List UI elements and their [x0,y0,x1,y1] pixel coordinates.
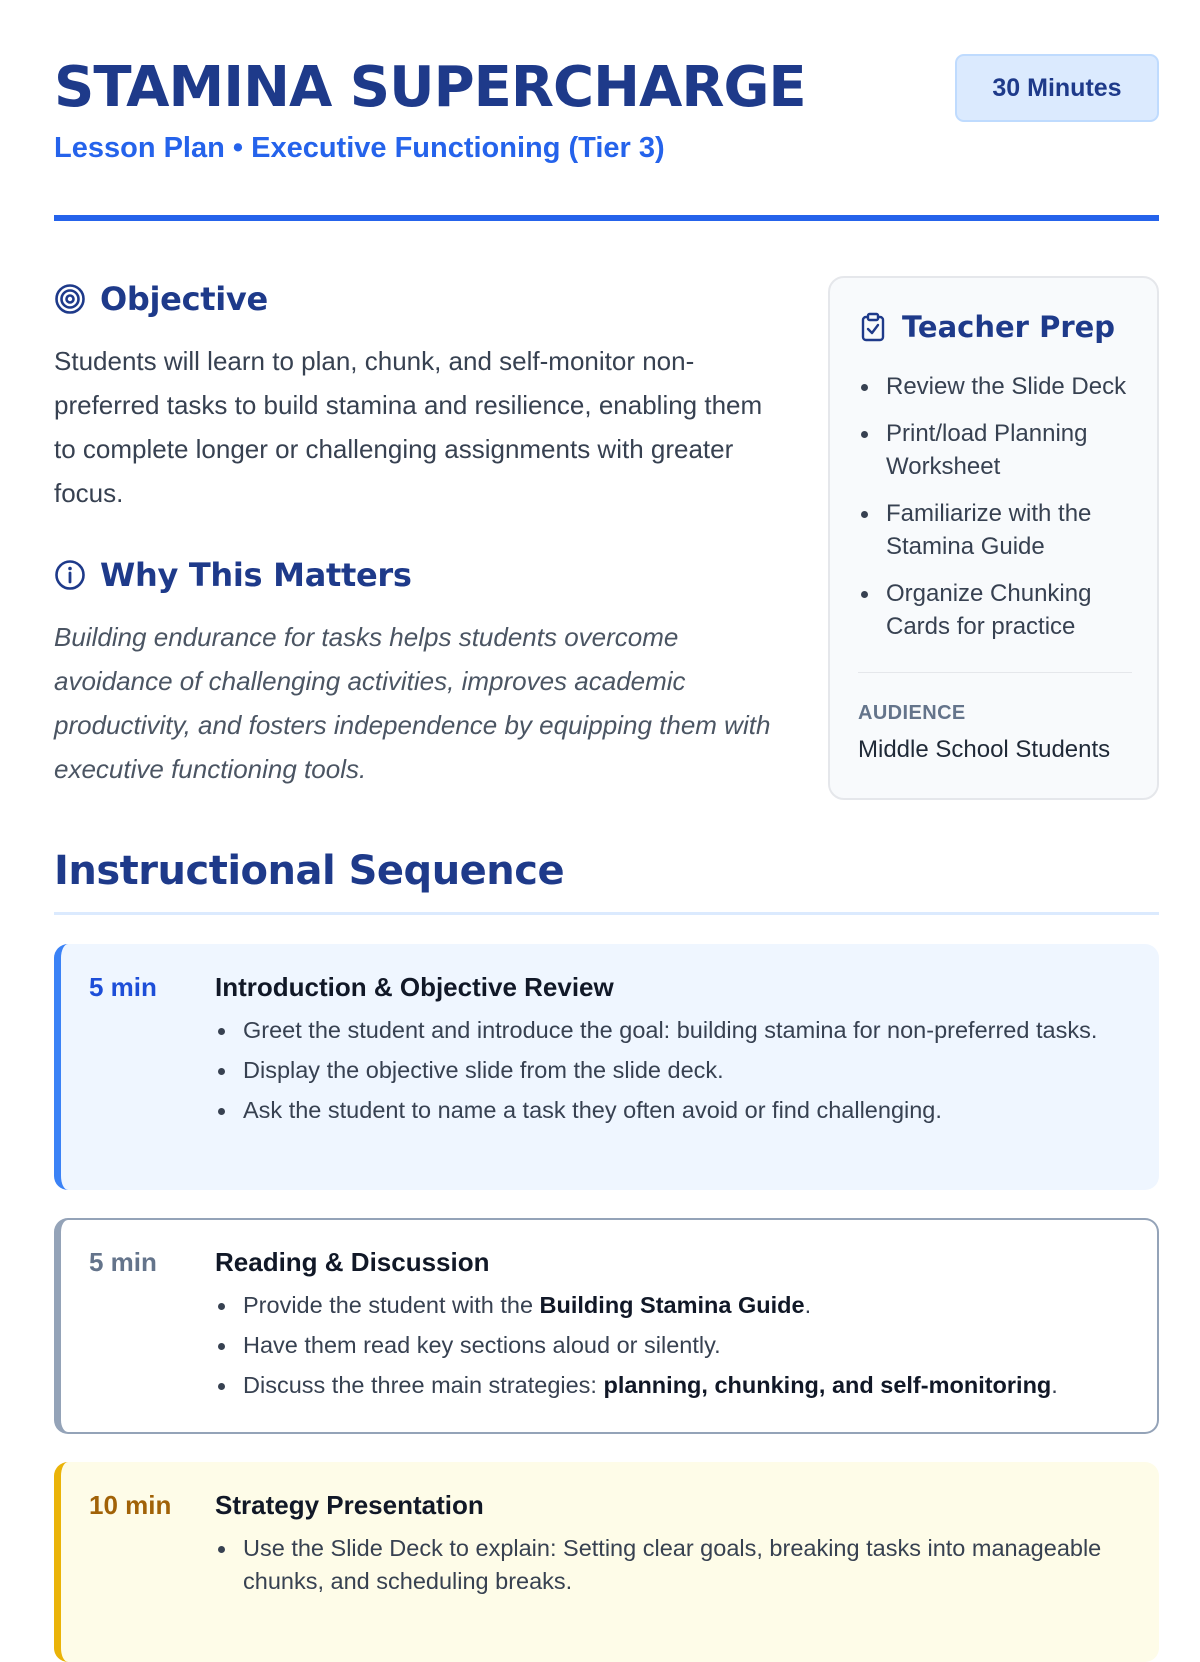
objective-heading-text: Objective [100,280,268,318]
step-title: Strategy Presentation [215,1490,484,1520]
list-item: Print/load Planning Worksheet [858,417,1148,483]
sequence-step-introduction [54,944,1159,1190]
why-heading-text: Why This Matters [100,556,412,594]
page-title: STAMINA SUPERCHARGE [54,55,806,120]
bullet-text: Ask the student to name a task they often avoid or find challenging. [243,1097,942,1123]
sequence-title: Instructional Sequence [54,848,565,894]
objective-text: Students will learn to plan, chunk, and self-monitor non-preferred tasks to build stamina and resilience, enabling them to complete longer or challenging assignments with greater focus. [54,346,763,508]
teacher-prep-heading [858,310,1115,344]
list-item: Familiarize with the Stamina Guide [858,497,1148,563]
bullet-text: . [1051,1372,1058,1398]
list-item [215,1289,1115,1322]
bullet-text: . [804,1292,812,1318]
sequence-step-strategy [54,1462,1159,1662]
audience-label: AUDIENCE [858,702,966,724]
bullet-text: Discuss the three main strategies: [243,1372,604,1398]
step-time: 10 min [89,1490,172,1520]
step-time: 5 min [89,972,157,1002]
step-title: Introduction & Objective Review [215,972,614,1002]
list-item [215,1329,1115,1362]
list-item: Review the Slide Deck [858,370,1148,403]
step-time: 5 min [89,1247,157,1277]
why-heading [54,556,412,594]
clipboard-check-icon [858,312,888,342]
duration-badge: 30 Minutes [955,54,1159,122]
target-icon [54,283,86,315]
info-icon [54,559,86,591]
list-item [215,1369,1115,1402]
list-item [215,1094,1115,1127]
bullet-text: Display the objective slide from the slide deck. [243,1057,724,1083]
list-item [215,1532,1115,1598]
step-title: Reading & Discussion [215,1247,490,1277]
sequence-step-reading [54,1218,1159,1434]
teacher-prep-card [828,276,1159,800]
sequence-divider [54,912,1159,915]
teacher-prep-title: Teacher Prep [902,310,1116,344]
bullet-bold-text: planning, chunking, and self-monitoring [603,1372,1052,1398]
bullet-text: Use the Slide Deck to explain: Setting clear goals, breaking tasks into manageable chunks, and scheduling breaks. [243,1535,1102,1594]
step-bullets [215,1532,1115,1605]
bullet-text: Provide the student with the [243,1292,540,1318]
teacher-prep-list [858,370,1148,657]
list-item [215,1054,1115,1087]
header-divider [54,215,1159,221]
audience-value: Middle School Students [858,736,1111,763]
step-bullets [215,1014,1115,1134]
prep-divider [858,672,1132,673]
list-item [215,1014,1115,1047]
list-item: Organize Chunking Cards for practice [858,577,1148,643]
bullet-bold-text: Building Stamina Guide [539,1292,805,1318]
page-subtitle: Lesson Plan • Executive Functioning (Tier 3) [54,132,665,164]
bullet-text: Greet the student and introduce the goal: building stamina for non-preferred tasks. [243,1017,1098,1043]
step-bullets [215,1289,1115,1409]
why-text: Building endurance for tasks helps students overcome avoidance of challenging activities, improves academic productivity, and fosters independence by equipping them with executive functioning tools. [54,622,771,784]
bullet-text: Have them read key sections aloud or silently. [243,1332,721,1358]
objective-heading [54,280,268,318]
